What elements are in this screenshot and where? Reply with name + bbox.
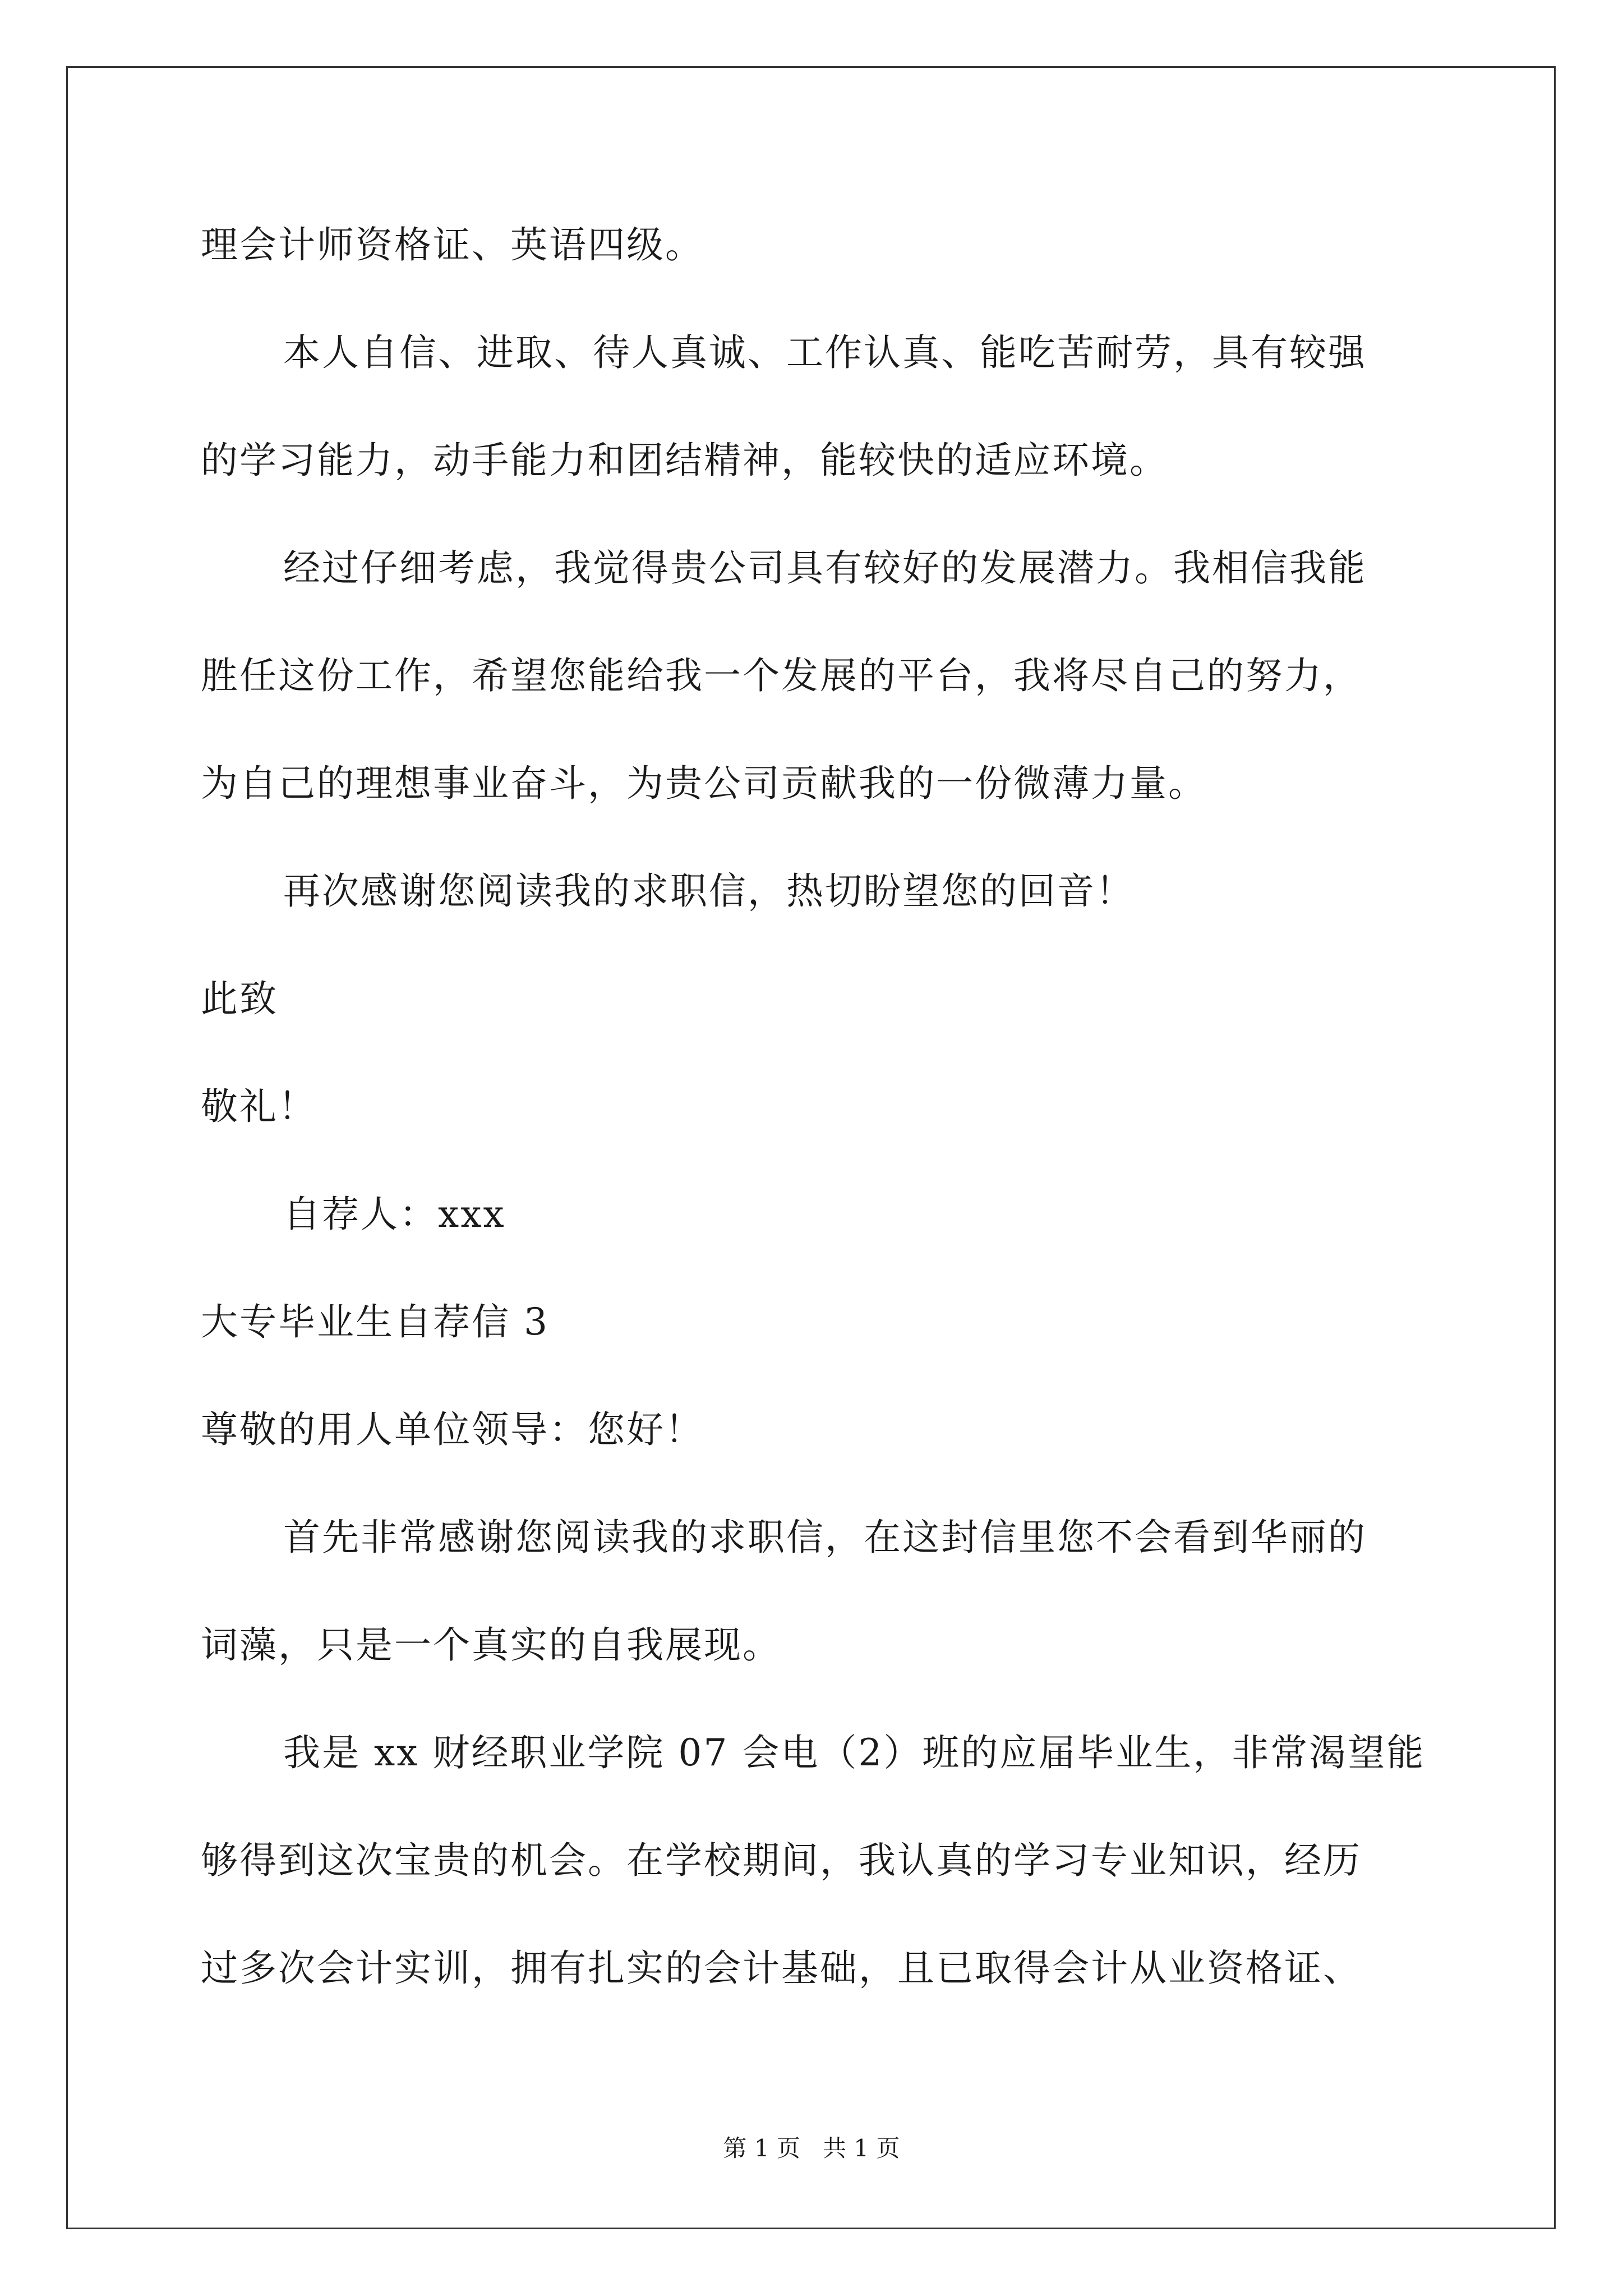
paragraph-line: 本人自信、进取、待人真诚、工作认真、能吃苦耐劳，具有较强 — [283, 331, 1367, 374]
paragraph-line: 理会计师资格证、英语四级。 — [201, 223, 704, 266]
paragraph-line: 首先非常感谢您阅读我的求职信，在这封信里您不会看到华丽的 — [283, 1516, 1367, 1559]
paragraph-line: 我是 xx 财经职业学院 07 会电（2）班的应届毕业生，非常渴望能 — [283, 1731, 1426, 1774]
section-title: 大专毕业生自荐信 3 — [201, 1300, 549, 1343]
greeting-line: 尊敬的用人单位领导：您好！ — [201, 1408, 704, 1451]
paragraph-line: 为自己的理想事业奋斗，为贵公司贡献我的一份微薄力量。 — [201, 762, 1207, 805]
paragraph-line: 够得到这次宝贵的机会。在学校期间，我认真的学习专业知识，经历 — [201, 1839, 1362, 1882]
closing-salutation: 此致 — [201, 977, 278, 1020]
closing-respect: 敬礼！ — [201, 1085, 317, 1128]
signature-line: 自荐人：xxx — [283, 1193, 506, 1236]
paragraph-line: 词藻，只是一个真实的自我展现。 — [201, 1623, 781, 1667]
paragraph-line: 再次感谢您阅读我的求职信，热切盼望您的回音！ — [283, 869, 1135, 913]
paragraph-line: 的学习能力，动手能力和团结精神，能较快的适应环境。 — [201, 439, 1168, 482]
paragraph-line: 经过仔细考虑，我觉得贵公司具有较好的发展潜力。我相信我能 — [283, 546, 1367, 590]
page-footer: 第 1 页 共 1 页 — [723, 2134, 900, 2162]
paragraph-line: 过多次会计实训，拥有扎实的会计基础，且已取得会计从业资格证、 — [201, 1947, 1362, 1990]
page-border — [66, 66, 1556, 2229]
paragraph-line: 胜任这份工作，希望您能给我一个发展的平台，我将尽自己的努力， — [201, 654, 1362, 697]
